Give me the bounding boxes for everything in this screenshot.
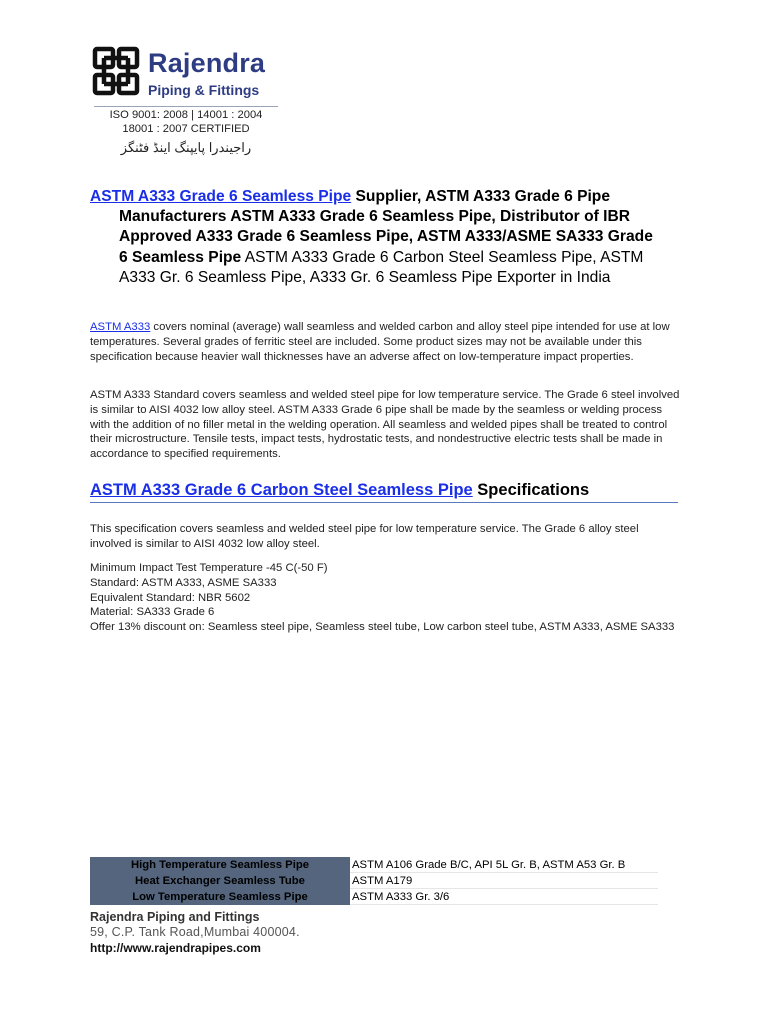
specification-description: This specification covers seamless and welded steel pipe for low temperature service. The Grade 6 alloy steel involved is similar to AISI 4032 low alloy steel. <box>90 523 639 550</box>
headline-link[interactable]: ASTM A333 Grade 6 Seamless Pipe <box>90 188 352 205</box>
headline-bold-lead: Supplier, ASTM A333 Grade 6 Pipe <box>351 188 611 205</box>
grades-table <box>90 857 658 905</box>
certification-line: ISO 9001: 2008 | 14001 : 2004 <box>109 109 263 121</box>
row-label: High Temperature Seamless Pipe <box>90 857 350 873</box>
footer-company: Rajendra Piping and Fittings <box>90 910 260 924</box>
table-row <box>90 889 658 905</box>
intro-paragraph <box>90 320 680 364</box>
headline-continuation <box>90 207 660 288</box>
specifications-heading-text: Specifications <box>472 481 590 499</box>
specification-list <box>90 561 680 635</box>
brand-name: Rajendra <box>148 48 266 78</box>
footer-url[interactable]: http://www.rajendrapipes.com <box>90 941 261 955</box>
spec-item: Material: SA333 Grade 6 <box>90 606 215 619</box>
table-row <box>90 857 658 873</box>
specifications-heading-link[interactable]: ASTM A333 Grade 6 Carbon Steel Seamless Pipe <box>90 481 473 499</box>
intro-text: covers nominal (average) wall seamless and welded carbon and alloy steel pipe intended for use at low temperatures. Several grades of ferritic steel are included. Some product sizes may not be available under this specification because heavier wall thicknesses have an adverse affect on low-temperature impact properties. <box>90 321 670 363</box>
table-row <box>90 873 658 889</box>
brand-tagline: Piping & Fittings <box>148 82 260 98</box>
row-label: Low Temperature Seamless Pipe <box>90 889 350 905</box>
company-logo <box>92 44 282 164</box>
logo-divider <box>94 106 278 107</box>
spec-item: Standard: ASTM A333, ASME SA333 <box>90 576 277 589</box>
page-headline <box>90 187 660 288</box>
headline-bold-rest: Manufacturers ASTM A333 Grade 6 Seamless Pipe, Distributor of IBR Approved A333 Grade 6 Seamless Pipe, ASTM A333/ASME SA333 Grade 6 Seamless Pipe <box>119 208 653 266</box>
row-value: ASTM A333 Gr. 3/6 <box>350 889 658 905</box>
brand-urdu-name: راجیندرا پایپنگ اینڈ فٹنگز <box>120 140 252 155</box>
standard-paragraph: ASTM A333 Standard covers seamless and welded steel pipe for low temperature service. The Grade 6 steel involved is similar to AISI 4032 low alloy steel. ASTM A333 Grade 6 pipe shall be made by the seamless or welding process with the addition of no filler metal in the welding operation. All seamless and welded pipes shall be treated to control their microstructure. Tensile tests, impact tests, hydrostatic tests, and nondestructive electric tests shall be made in accordance to specified requirements. <box>90 389 680 461</box>
certifications <box>92 108 280 136</box>
page-footer <box>90 910 490 955</box>
spec-item: Equivalent Standard: NBR 5602 <box>90 591 251 604</box>
logo-emblem-icon <box>92 46 142 98</box>
spec-item: Offer 13% discount on: Seamless steel pipe, Seamless steel tube, Low carbon steel tube, ASTM A333, ASME SA333 <box>90 621 675 634</box>
spec-item: Minimum Impact Test Temperature -45 C(-50 F) <box>90 562 328 574</box>
headline-normal-rest: ASTM A333 Grade 6 Carbon Steel Seamless Pipe, ASTM A333 Gr. 6 Seamless Pipe, A333 Gr. 6 Seamless Pipe Exporter in India <box>119 248 644 286</box>
row-value: ASTM A179 <box>350 873 658 889</box>
footer-address: 59, C.P. Tank Road,Mumbai 400004. <box>90 925 300 939</box>
row-value: ASTM A106 Grade B/C, API 5L Gr. B, ASTM A53 Gr. B <box>350 857 658 873</box>
specifications-heading <box>90 481 678 503</box>
intro-link[interactable]: ASTM A333 <box>90 321 151 333</box>
row-label: Heat Exchanger Seamless Tube <box>90 873 350 889</box>
certification-line: 18001 : 2007 CERTIFIED <box>122 123 250 135</box>
